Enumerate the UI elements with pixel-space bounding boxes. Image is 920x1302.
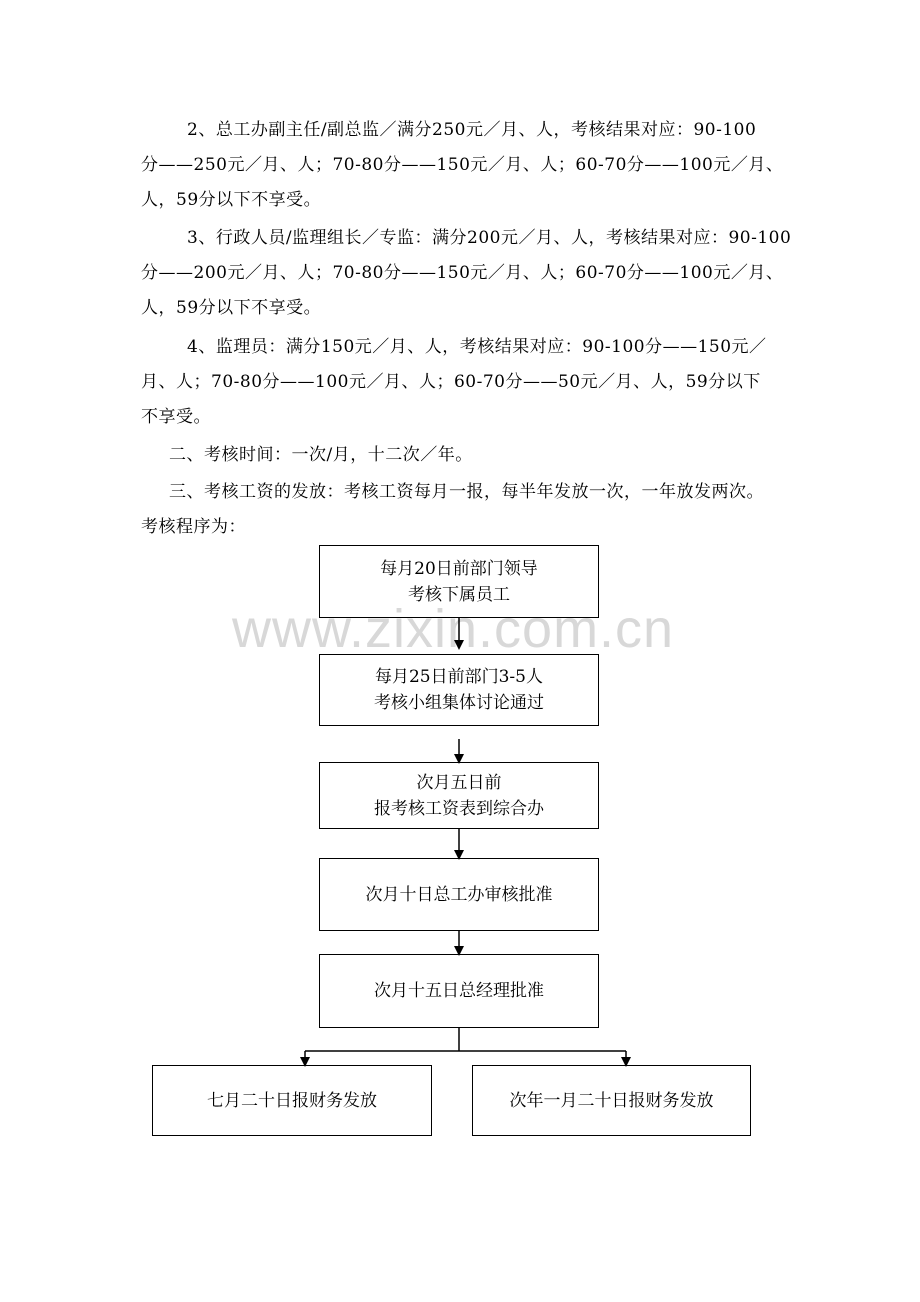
- text-line: 3、行政人员/监理组长／专监：满分200元／月、人，考核结果对应：90-100: [187, 228, 792, 248]
- flow-step-group-discussion: [319, 654, 599, 726]
- flow-step-submit-table: [319, 762, 599, 829]
- text-line: 2、总工办副主任/副总监／满分250元／月、人，考核结果对应：90-100: [187, 120, 757, 140]
- flow-step-dept-leader: [319, 545, 599, 618]
- text-line: 人，59分以下不享受。: [141, 190, 322, 210]
- text-line: 人，59分以下不享受。: [141, 298, 322, 318]
- text-line: 分——250元／月、人；70-80分——150元／月、人；60-70分——100元／月、: [141, 155, 784, 175]
- step-text: 考核下属员工: [408, 584, 510, 605]
- text-line: 分——200元／月、人；70-80分——150元／月、人；60-70分——100元／月、: [141, 263, 784, 283]
- paragraph-admin-staff: [141, 221, 792, 326]
- flow-step-july-payment: [152, 1065, 432, 1136]
- step-text: 七月二十日报财务发放: [207, 1090, 377, 1111]
- paragraph-deputy-chief: [141, 113, 786, 218]
- text-line: 二、考核时间：一次/月，十二次／年。: [169, 445, 473, 465]
- watermark: www.zixin.com.cn: [232, 599, 675, 659]
- step-text: 次年一月二十日报财务发放: [509, 1090, 714, 1111]
- flow-step-gm-approval: [319, 954, 599, 1028]
- step-text: 考核小组集体讨论通过: [374, 693, 544, 713]
- text-line: 三、考核工资的发放：考核工资每月一报，每半年发放一次，一年放发两次。: [169, 482, 764, 502]
- paragraph-supervisor: [141, 330, 786, 435]
- paragraph-assessment-time: [141, 438, 786, 473]
- text-line: 考核程序为：: [141, 517, 246, 537]
- step-text: 每月25日前部门3-5人: [374, 667, 543, 687]
- flow-step-chief-approval: [319, 858, 599, 931]
- text-line: 不享受。: [141, 407, 211, 427]
- step-text: 次月五日前: [416, 772, 502, 793]
- step-text: 每月20日前部门领导: [380, 558, 538, 579]
- text-line: 4、监理员：满分150元／月、人，考核结果对应：90-100分——150元／: [187, 337, 767, 357]
- paragraph-payment: [141, 475, 786, 545]
- text-line: 月、人；70-80分——100元／月、人；60-70分——50元／月、人，59分以下: [141, 372, 761, 392]
- step-text: 次月十五日总经理批准: [374, 981, 544, 1001]
- step-text: 次月十日总工办审核批准: [365, 884, 553, 905]
- flow-step-january-payment: [472, 1065, 751, 1136]
- step-text: 报考核工资表到综合办: [374, 798, 544, 819]
